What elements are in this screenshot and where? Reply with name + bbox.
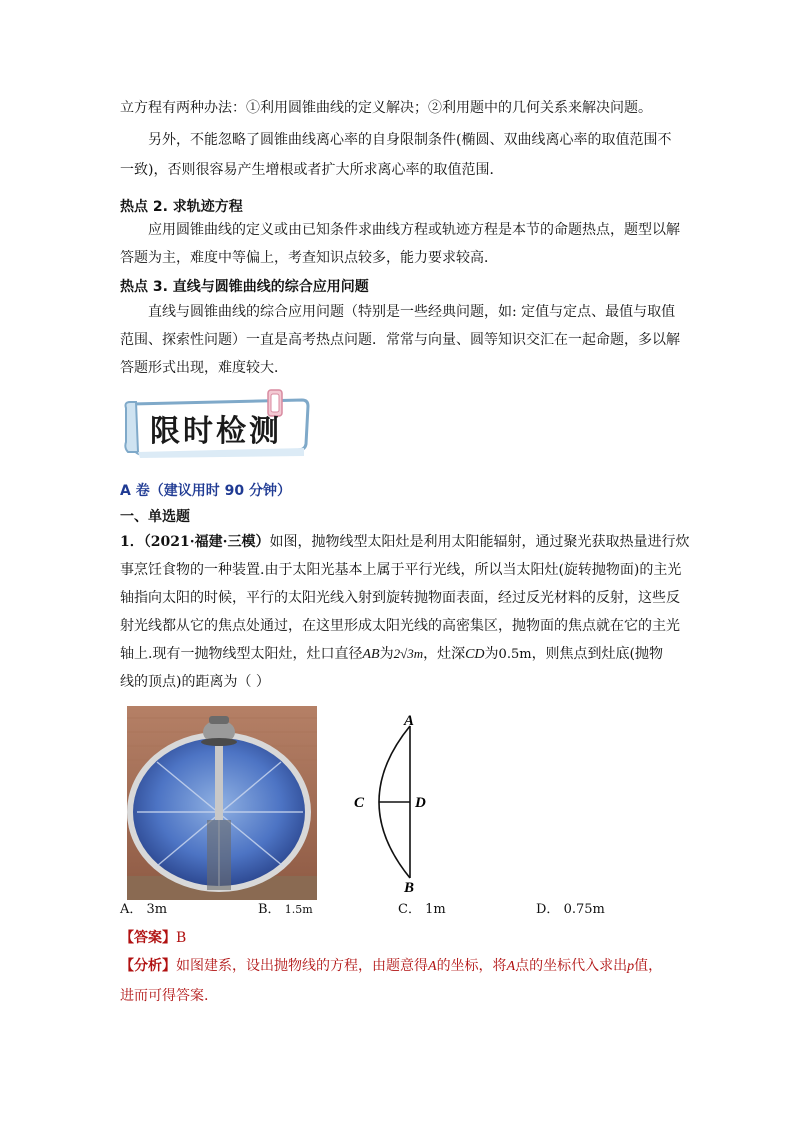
option-b[interactable] bbox=[258, 896, 313, 924]
q5-text-b: 为 bbox=[379, 646, 394, 662]
hot3-line-3: 答题形式出现，难度较大． bbox=[120, 360, 288, 376]
option-c[interactable] bbox=[398, 896, 446, 924]
option-d[interactable] bbox=[536, 896, 605, 924]
question-line-6: 线的顶点)的距离为（ ） bbox=[120, 674, 270, 690]
question-line-5 bbox=[120, 640, 663, 669]
label-d: D bbox=[415, 795, 426, 811]
intro-line-1: 立方程有两种办法：①利用圆锥曲线的定义解决；②利用题中的几何关系来解决问题。 bbox=[120, 100, 652, 116]
hot2-line-1: 应用圆锥曲线的定义或由已知条件求曲线方程或轨迹方程是本节的命题热点，题型以解 bbox=[148, 222, 680, 238]
analysis-text-d: 值， bbox=[634, 958, 663, 974]
label-a: A bbox=[404, 713, 415, 729]
volume-heading: A 卷（建议用时 90 分钟） bbox=[120, 483, 291, 499]
label-c: C bbox=[354, 795, 365, 811]
answer-value: B bbox=[176, 930, 187, 946]
analysis-var-a2: A bbox=[506, 959, 516, 974]
option-a[interactable] bbox=[120, 896, 167, 924]
question-line-1-text: 如图，抛物线型太阳灶是利用太阳能辐射，通过聚光获取热量进行炊 bbox=[269, 534, 690, 550]
parabola-figure bbox=[344, 706, 444, 898]
option-c-value: 1m bbox=[425, 902, 446, 917]
option-b-letter: B． bbox=[258, 902, 281, 917]
hot3-title: 热点 3. 直线与圆锥曲线的综合应用问题 bbox=[120, 279, 369, 295]
analysis-text-c: 点的坐标代入求出 bbox=[515, 958, 628, 974]
hot2-title: 热点 2. 求轨迹方程 bbox=[120, 199, 243, 215]
option-c-letter: C． bbox=[398, 902, 421, 917]
analysis-line-1 bbox=[120, 952, 662, 981]
solar-cooker-photo bbox=[127, 706, 317, 900]
cd-value: 0.5m bbox=[498, 647, 532, 662]
q5-text-a: 轴上.现有一抛物线型太阳灶，灶口直径 bbox=[120, 646, 363, 662]
answer-line bbox=[120, 924, 186, 952]
section-banner bbox=[118, 386, 314, 460]
question-type-heading: 一、单选题 bbox=[120, 509, 190, 525]
label-b: B bbox=[404, 880, 415, 896]
intro-para2-line-2: 一致)，否则很容易产生增根或者扩大所求离心率的取值范围． bbox=[120, 162, 504, 178]
q5-text-d: 为 bbox=[484, 646, 499, 662]
solar-cooker-illustration bbox=[127, 706, 317, 900]
option-b-value: 1.5m bbox=[284, 903, 313, 916]
analysis-line-2: 进而可得答案. bbox=[120, 988, 209, 1004]
analysis-var-p: p bbox=[627, 959, 635, 974]
banner-title: 限时检测 bbox=[150, 414, 282, 449]
segment-cd: CD bbox=[465, 647, 485, 662]
question-source: （2021·福建·三模） bbox=[143, 534, 270, 550]
analysis-text-a: 如图建系，设出抛物线的方程，由题意得 bbox=[176, 958, 428, 974]
question-line-4: 射光线都从它的焦点处通过，在这里形成太阳光线的高密集区，抛物面的焦点就在它的主光 bbox=[120, 618, 680, 634]
question-line-3: 轴指向太阳的时候，平行的太阳光线入射到旋转抛物面表面，经过反光材料的反射，这些反 bbox=[120, 590, 680, 606]
parabola-diagram bbox=[344, 706, 444, 898]
analysis-label: 【分析】 bbox=[120, 958, 176, 974]
hot3-line-1: 直线与圆锥曲线的综合应用问题（特别是一些经典问题，如: 定值与定点、最值与取值 bbox=[148, 304, 676, 320]
option-d-letter: D． bbox=[536, 902, 560, 917]
intro-para2-line-1: 另外，不能忽略了圆锥曲线离心率的自身限制条件(椭圆、双曲线离心率的取值范围不 bbox=[148, 132, 672, 148]
q5-text-c: ，灶深 bbox=[423, 646, 466, 662]
q5-text-e: ，则焦点到灶底(抛物 bbox=[531, 646, 664, 662]
hot3-line-2: 范围、探索性问题）一直是高考热点问题．常常与向量、圆等知识交汇在一起命题，多以解 bbox=[120, 332, 680, 348]
answer-label: 【答案】 bbox=[120, 930, 176, 946]
option-a-letter: A． bbox=[120, 902, 143, 917]
hot2-line-2: 答题为主，难度中等偏上，考查知识点较多，能力要求较高． bbox=[120, 250, 498, 266]
question-line-1 bbox=[120, 528, 689, 556]
segment-ab: AB bbox=[362, 647, 380, 662]
option-a-value: 3m bbox=[146, 902, 168, 917]
analysis-var-a: A bbox=[428, 959, 437, 974]
option-d-value: 0.75m bbox=[563, 902, 605, 917]
analysis-text-b: 的坐标，将 bbox=[436, 958, 507, 974]
question-line-2: 事烹饪食物的一种装置.由于太阳光基本上属于平行光线，所以当太阳灶(旋转抛物面)的主光 bbox=[120, 562, 682, 578]
ab-value: 2√3m bbox=[393, 646, 424, 661]
question-number: 1． bbox=[120, 534, 144, 550]
